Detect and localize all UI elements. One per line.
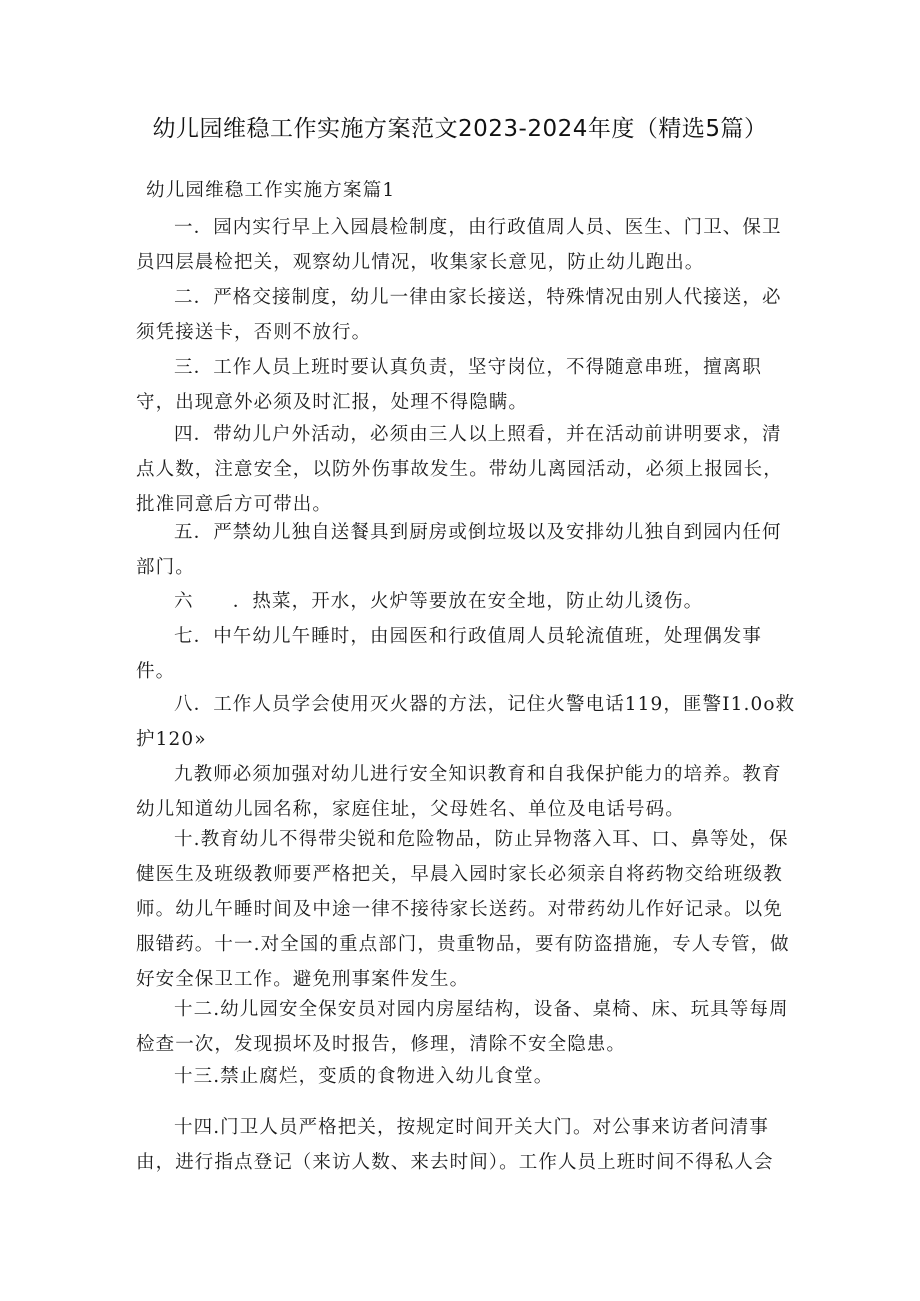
paragraph-10: 十.教育幼儿不得带尖锐和危险物品，防止异物落入耳、口、鼻等处，保健医生及班级教师要严格把关，早晨入园时家长必须亲自将药物交给班级教师。幼儿午睡时间及中途一律不接待家长送药。对带药幼儿作好记录。以免服错药。十一.对全国的重点部门，贵重物品，要有防盗措施，专人专管，做好安全保卫工作。避免刑事案件发生。 (136, 829, 790, 990)
paragraph-8: 八．工作人员学会使用灭火器的方法，记住火警电话119，匪警I1.0o救护120» (136, 694, 796, 750)
paragraph-1: 一．园内实行早上入园晨检制度，由行政值周人员、医生、门卫、保卫员四层晨检把关，观察幼儿情况，收集家长意见，防止幼儿跑出。 (136, 217, 782, 273)
paragraph-5: 五．严禁幼儿独自送餐具到厨房或倒垃圾以及安排幼儿独自到园内任何部门。 (136, 522, 782, 578)
paragraph-2: 二．严格交接制度，幼儿一律由家长接送，特殊情况由别人代接送，必须凭接送卡，否则不放行。 (136, 287, 782, 343)
paragraph-13: 十三.禁止腐烂，变质的食物进入幼儿食堂。 (174, 1066, 554, 1087)
paragraph-9: 九教师必须加强对幼儿进行安全知识教育和自我保护能力的培养。教育幼儿知道幼儿园名称，家庭住址，父母姓名、单位及电话号码。 (136, 764, 782, 820)
paragraph-6: 六 ．热菜，开水，火炉等要放在安全地，防止幼儿烫伤。 (174, 591, 704, 612)
paragraph-3: 三．工作人员上班时要认真负责，坚守岗位，不得随意串班，擅离职守，出现意外必须及时汇报，处理不得隐瞒。 (136, 357, 763, 413)
paragraph-4: 四．带幼儿户外活动，必须由三人以上照看，并在活动前讲明要求，清点人数，注意安全，以防外伤事故发生。带幼儿离园活动，必须上报园长，批准同意后方可带出。 (136, 424, 783, 515)
section-heading: 幼儿园维稳工作实施方案篇1 (146, 180, 396, 201)
document-title: 幼儿园维稳工作实施方案范文2023-2024年度（精选5篇） (152, 116, 768, 142)
paragraph-7: 七．中午幼儿午睡时，由园医和行政值周人员轮流值班，处理偶发事件。 (136, 626, 763, 682)
paragraph-12: 十二.幼儿园安全保安员对园内房屋结构，设备、桌椅、床、玩具等每周检查一次，发现损坏及时报告，修理，清除不安全隐患。 (136, 999, 789, 1055)
paragraph-14: 十四.门卫人员严格把关，按规定时间开关大门。对公事来访者问清事由，进行指点登记（来访人数、来去时间）。工作人员上班时间不得私人会 (136, 1117, 774, 1173)
